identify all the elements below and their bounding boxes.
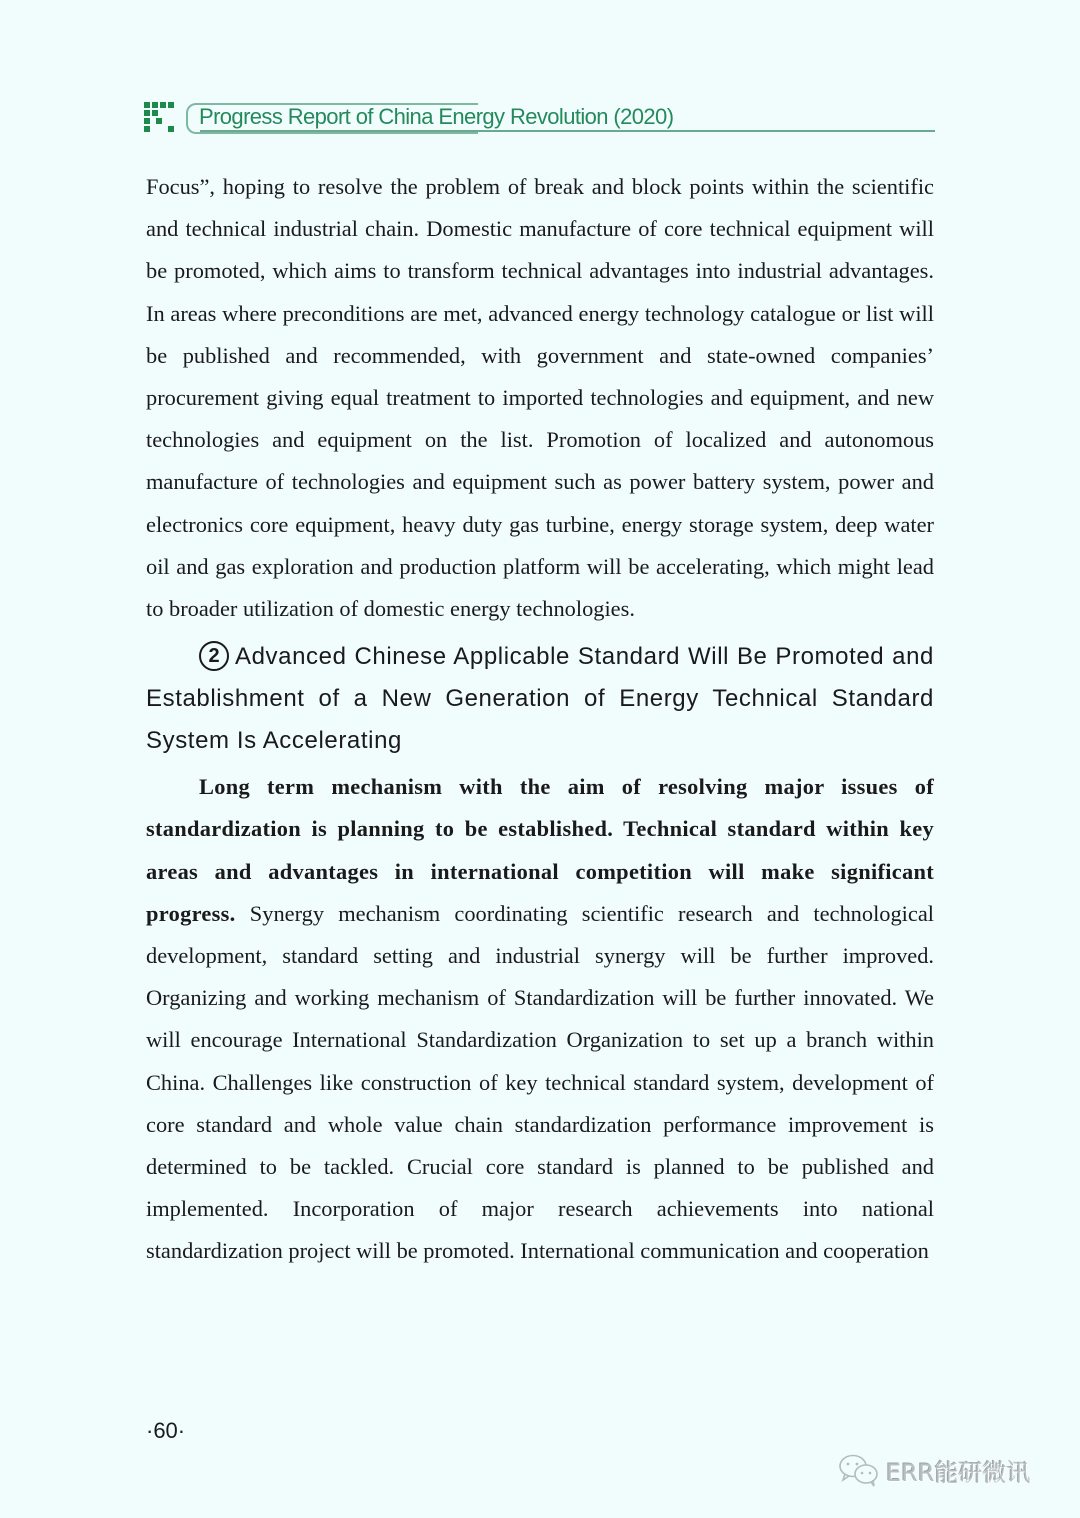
- bold-lead-sentence: Long term mechanism with the aim of resolving major issues of standardization is planning to be established. Technical standard within key areas and advantages in international competition will make significant progress.: [146, 774, 934, 926]
- grid-logo-icon: [144, 102, 176, 132]
- section-heading-text: Advanced Chinese Applicable Standard Will Be Promoted and Establishment of a New Generation of Energy Technical Standard System Is Accelerating: [146, 643, 934, 755]
- page-body: [146, 166, 934, 1273]
- paragraph-continued: Focus”, hoping to resolve the problem of break and block points within the scientific and technical industrial chain. Domestic manufacture of core technical equipment will be promoted, which aims to transform technical advantages into industrial advantages. In areas where preconditions are met, advanced energy technology catalogue or list will be published and recommended, with government and state-owned companies’ procurement giving equal treatment to imported technologies and equipment, and new technologies and equipment on the list. Promotion of localized and autonomous manufacture of technologies and equipment such as power battery system, power and electronics core equipment, heavy duty gas turbine, energy storage system, deep water oil and gas exploration and production platform will be accelerating, which might lead to broader utilization of domestic energy technologies.: [146, 174, 934, 622]
- page-number: ·60·: [146, 1418, 186, 1443]
- running-header: [144, 100, 936, 136]
- report-title: Progress Report of China Energy Revolution (2020): [199, 104, 674, 129]
- paragraph-standardization: [146, 766, 934, 1272]
- watermark-text: ERR能研微讯: [886, 1458, 1031, 1487]
- paragraph-body-text: Synergy mechanism coordinating scientific research and technological development, standard setting and industrial synergy will be further improved. Organizing and working mechanism of Standardization will be further innovated. We will encourage International Standardization Organization to set up a branch within China. Challenges like construction of key technical standard system, development of core standard and whole value chain standardization performance improvement is determined to be tackled. Crucial core standard is planned to be published and implemented. Incorporation of major research achievements into national standardization project will be promoted. International communication and cooperation: [146, 900, 934, 1264]
- header-rule: [200, 130, 935, 132]
- wechat-icon: [838, 1453, 880, 1487]
- section-heading: [146, 636, 934, 762]
- circled-number-2: 2: [199, 641, 229, 671]
- watermark: [838, 1452, 1031, 1488]
